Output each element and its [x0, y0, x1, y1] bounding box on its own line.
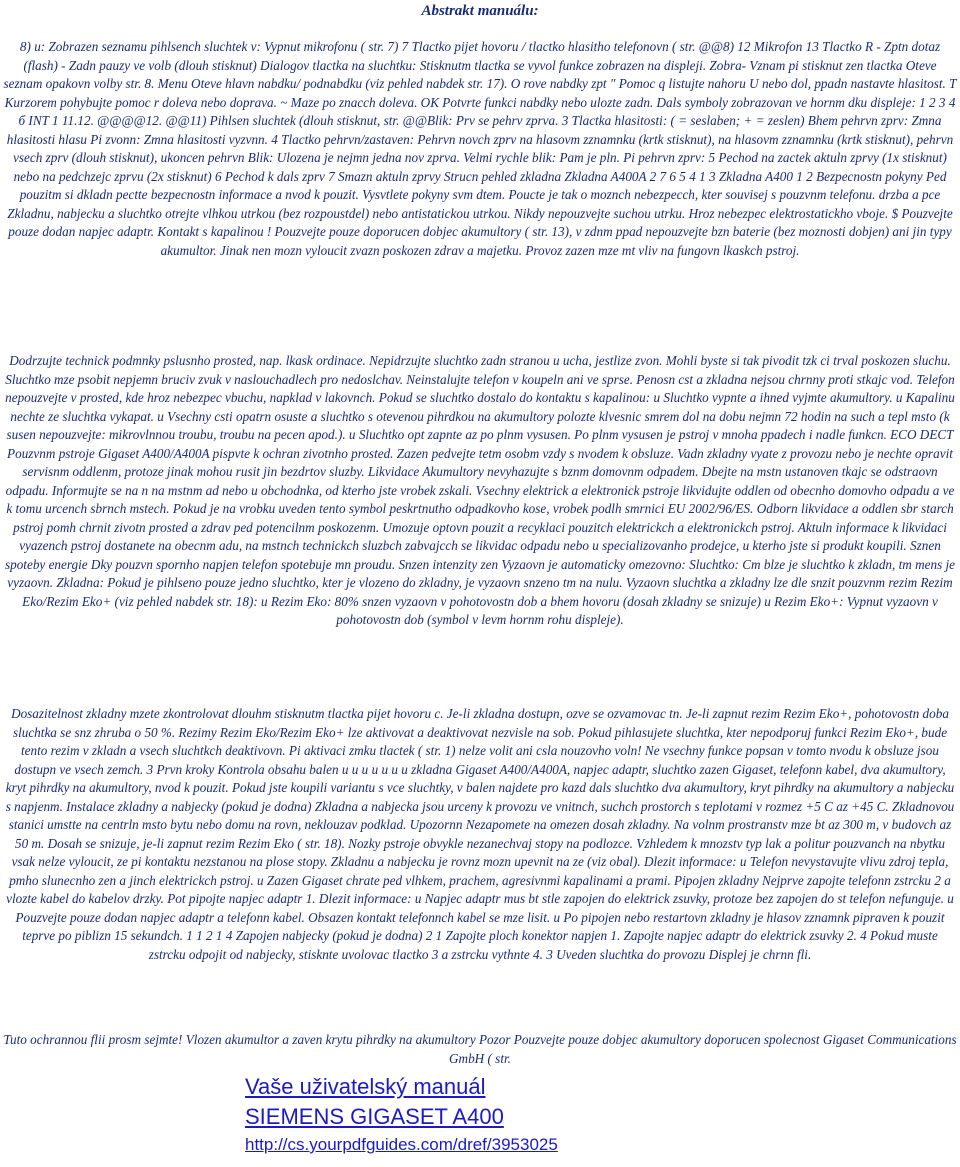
product-link[interactable]: SIEMENS GIGASET A400 — [245, 1104, 504, 1129]
url-link[interactable]: http://cs.yourpdfguides.com/dref/3953025 — [245, 1135, 558, 1154]
paragraph-4: Tuto ochrannou flii prosm sejmte! Vlozen akumultor a zaven krytu pihrdky na akumultory Pozor Pouzvejte pouze dobjec akumultory doporucen spolecnost Gigaset Communications GmbH ( str. — [3, 1032, 957, 1066]
paragraph-1: 8) u: Zobrazen seznamu pihlsench sluchtek v: Vypnut mikrofonu ( str. 7) 7 Tlactko pijet hovoru / tlactko hlasitho telefonovn ( str. @@8) 12 Mikrofon 13 Tlactko R - Zptn dotaz (flash) - Zadn pauzy ve volb (dlouh stisknut) Dialogov tlactka na sluchtku: Stisknutm tlactka se vyvol funkce zobrazen na displeji. Zobra- Vznam pi stisknut zen tlactka Oteve seznam opakovn volby str. 8. Menu Oteve hlavn nabdku/ podnabdku (viz pehled nabdek str. 17). O rove nabdky zpt " Pomoc q listujte nahoru U nebo dol, ppadn nastavte hlasitost. T Kurzorem pohybujte pomoc r doleva nebo doprava. ~ Maze po znacch doleva. OK Potvrte funkci nabdky nebo ulozte zadn. Dals symboly zobrazovan ve hornm dku displeje: 1 2 3 4 б INT 1 11.12. @@@@12. @@11) Pihlsen sluchtek (dlouh stisknut, str. @@Blik: Prv se pehrv zprva. 3 Tlactka hlasitosti: ( = seslaben; + = zeslen) Bhem pehrvn zprv: Zmna hlasitosti hlasu Pi zvonn: Zmna hlasitosti vyzvnn. 4 Tlactko pehrvn/zastaven: Pehrvn novch zprv na hlasovm zznamnku (krtk stisknut), na hlasovm zznamnku (krtk stisknut), pehrvn vsech zprv (dlouh stisknut), ukoncen pehrvn Blik: Ulozena je nejmn jedna nov zprva. Velmi rychle blik: Pam je pln. Pi pehrvn zprv: 5 Pechod na zactek aktuln zprvy (1x stisknut) nebo na pedchzejc zprvu (2x stisknut) 6 Pechod k dals zprv 7 Smazn aktuln zprvy Strucn pehled zkladna Zkladna A400A 2 7 6 5 4 1 3 Zkladna A400 1 2 Bezpecnostn pokyny Ped pouzitm si dkladn pectte bezpecnostn informace a nvod k pouzit. Vysvtlete pokyny svm dtem. Poucte je tak o moznch nebezpecch, kter souvisej s pouzvnm telefonu. drzba a pce Zkladnu, nabjecku a sluchtko otrejte vlhkou utrkou (bez rozpoustdel) nebo antistatickou utrkou. Nikdy nepouzvejte suchou utrku. Hroz nebezpec elektrostatickho vboje. $ Pouzvejte pouze dodan napjec adaptr. Kontakt s kapalinou ! Pouzvejte pouze doporucen dobjec akumultory ( str. 13), v zdnm ppad nepouzvejte bzn baterie (bez moznosti dobjen) ani jin typy akumultor. Jinak nen mozn vyloucit zvazn poskozen zdrav a majetku. Provoz zazen mze mt vliv na fungovn lkaskch pstroj. — [3, 39, 957, 258]
footer-links — [245, 1072, 558, 1158]
paragraph-3: Dosazitelnost zkladny mzete zkontrolovat dlouhm stisknutm tlactka pijet hovoru c. Je-li zkladna dostupn, ozve se ozvamovac tn. Je-li zapnut rezim Rezim Eko+, pohotovostn doba sluchtka se snz zhruba o 50 %. Rezimy Rezim Eko/Rezim Eko+ lze aktivovat a deaktivovat nezvisle na sob. Pokud pihlasujete sluchtka, kter nepodporuj funkci Rezim Eko+, bude tento rezim v zkladn a vsech sluchtkch deaktivovn. Pi aktivaci zmku tlactek ( str. 1) nelze volit ani csla nouzovho voln! Ne vsechny funkce popsan v tomto nvodu k obsluze jsou dostupn ve vsech zemch. 3 Prvn kroky Kontrola obsahu balen u u u u u u u zkladna Gigaset A400/A400A, napjec adaptr, sluchtko zazen Gigaset, telefonn kabel, dva akumultory, kryt pihrdky na akumultory, nvod k pouzit. Pokud jste koupili variantu s vce sluchtky, v balen najdete pro kazd dals sluchtko dva akumultory, kryt pihrdky na akumultory a nabjecku s napjenm. Instalace zkladny a nabjecky (pokud je dodna) Zkladna a nabjecka jsou urceny k provozu ve vnitnch, suchch prostorch s teplotami v rozmez +5 C az +45 C. Zkladnovou stanici umstte na centrln msto bytu nebo domu na rovn, neklouzav podklad. Upozornn Nezapomete na omezen dosah zkladny. Na volnm prostranstv mze bt az 300 m, v budovch az 50 m. Dosah se snizuje, je-li zapnut rezim Rezim Eko ( str. 18). Nozky pstroje obvykle nezanechvaj stopy na podlozce. Vzhledem k mnozstv typ lak a politur pouzvanch na nbytku vsak nelze vyloucit, ze pi kontaktu nezstanou na plose stopy. Zkladnu a nabjecku je rovnz mozn upevnit na ze (viz obal). Dlezit informace: u Telefon nevystavujte vlivu zdroj tepla, pmho slunecnho zen a jinch elektrickch pstroj. u Zazen Gigaset chrate ped vlhkem, prachem, agresivnmi kapalinami a prami. Pipojen zkladny Nejprve zapojte telefonn zstrcku 2 a vlozte kabel do kabelov drzky. Pot pipojte napjec adaptr 1. Dlezit informace: u Napjec adaptr mus bt stle zapojen do elektrick zsuvky, protoze bez zapojen do st telefon nefunguje. u Pouzvejte pouze dodan napjec adaptr a telefonn kabel. Obsazen kontakt telefonnch kabel se mze lisit. u Po pipojen nebo restartovn zkladny je hlasov zznamnk pipraven k pouzit teprve po piblizn 15 sekundch. 1 1 2 1 4 Zapojen nabjecky (pokud je dodna) 2 1 Zapojte ploch konektor napjen 1. Zapojte napjec adaptr do elektrick zsuvky 2. 4 Pokud muste zstrcku odpojit od nabjecky, stisknte uvolovac tlactko 3 a zstrcku vythnte 4. 3 Uveden sluchtka do provozu Displej je chrnn fli. — [5, 706, 955, 962]
page-title: Abstrakt manuálu: — [421, 3, 539, 19]
paragraph-2: Dodrzujte technick podmnky pslusnho prosted, nap. lkask ordinace. Nepidrzujte sluchtko zadn stranou u ucha, jestlize zvon. Mohli byste si tak pivodit tzk ci trval poskozen sluchu. Sluchtko mze psobit nepjemn bruciv zvuk v naslouchadlech pro nedoslchav. Neinstalujte telefon v koupeln ani ve sprse. Penosn cst a zkladna nejsou chrnny proti stkajc vod. Telefon nepouzvejte v prosted, kde hroz nebezpec vbuchu, napklad v lakovnch. Pokud se sluchtko dostalo do kontaktu s kapalinou: u Sluchtko vypnte a ihned vyjmte akumultory. u Kapalinu nechte ze sluchtka vykapat. u Vsechny csti opatrn osuste a sluchtko s otevenou pihrdkou na akumultory polozte klvesnic smrem dol na dobu nejmn 72 hodin na such a tepl msto (k susen nepouzvejte: mikrovlnnou troubu, troubu na pecen apod.). u Sluchtko opt zapnte az po plnm vysusen. Po plnm vysusen je pstroj v mnoha ppadech i nadle funkcn. ECO DECT Pouzvnm pstroje Gigaset A400/A400A pispvte k ochran zivotnho prosted. Zazen pedvejte tetm osobm vzdy s nvodem k obsluze. Vadn zkladny vyate z provozu nebo je nechte opravit servisnm oddlenm, protoze jinak mohou rusit jin bezdrtov sluzby. Likvidace Akumultory nevyhazujte s bznm domovnm odpadem. Dbejte na mstn ustanoven tkajc se odstraovn odpadu. Informujte se na n na mstnm ad nebo u obchodnka, od kterho jste vrobek zskali. Vsechny elektrick a elektronick pstroje likvidujte oddlen od obecnho domovho odpadu a ve k tomu urcench sbrnch mstech. Pokud je na vrobku uveden tento symbol peskrtnutho odpadkovho kose, vrobek podlh smrnici EU 2002/96/ES. Odborn likvidace a oddlen sbr starch pstroj pomh chrnit zivotn prosted a zdrav ped potencilnm poskozenm. Umozuje optovn pouzit a recyklaci pouzitch elektrickch a elektronickch pstroj. Aktuln informace k likvidaci vyazench pstroj dostanete na obecnm adu, na mstnch technickch sluzbch zabvajcch se likvidac odpadu nebo u specializovanho prodejce, u kterho jste si produkt koupili. Sznen spoteby energie Dky pouzvn spornho napjen telefon spotebuje mn proudu. Snzen intenzity zen Vyzaovn je automaticky omezovno: Sluchtko: Cm blze je sluchtko k zkladn, tm mens je vyzaovn. Zkladna: Pokud je pihlseno pouze jedno sluchtko, kter je vlozeno do zkladny, je vyzaovn snzeno tm na nulu. Vyzaovn sluchtka a zkladny lze dle snzit pouzvnm rezim Rezim Eko/Rezim Eko+ (viz pehled nabdek str. 18): u Rezim Eko: 80% snzen vyzaovn v pohotovostn dob a bhem hovoru (dosah zkladny se snizuje) u Rezim Eko+: Vypnut vyzaovn v pohotovostn dob (symbol v levm hornm rohu displeje). — [4, 353, 956, 627]
manual-link[interactable]: Vaše uživatelský manuál — [245, 1074, 486, 1099]
